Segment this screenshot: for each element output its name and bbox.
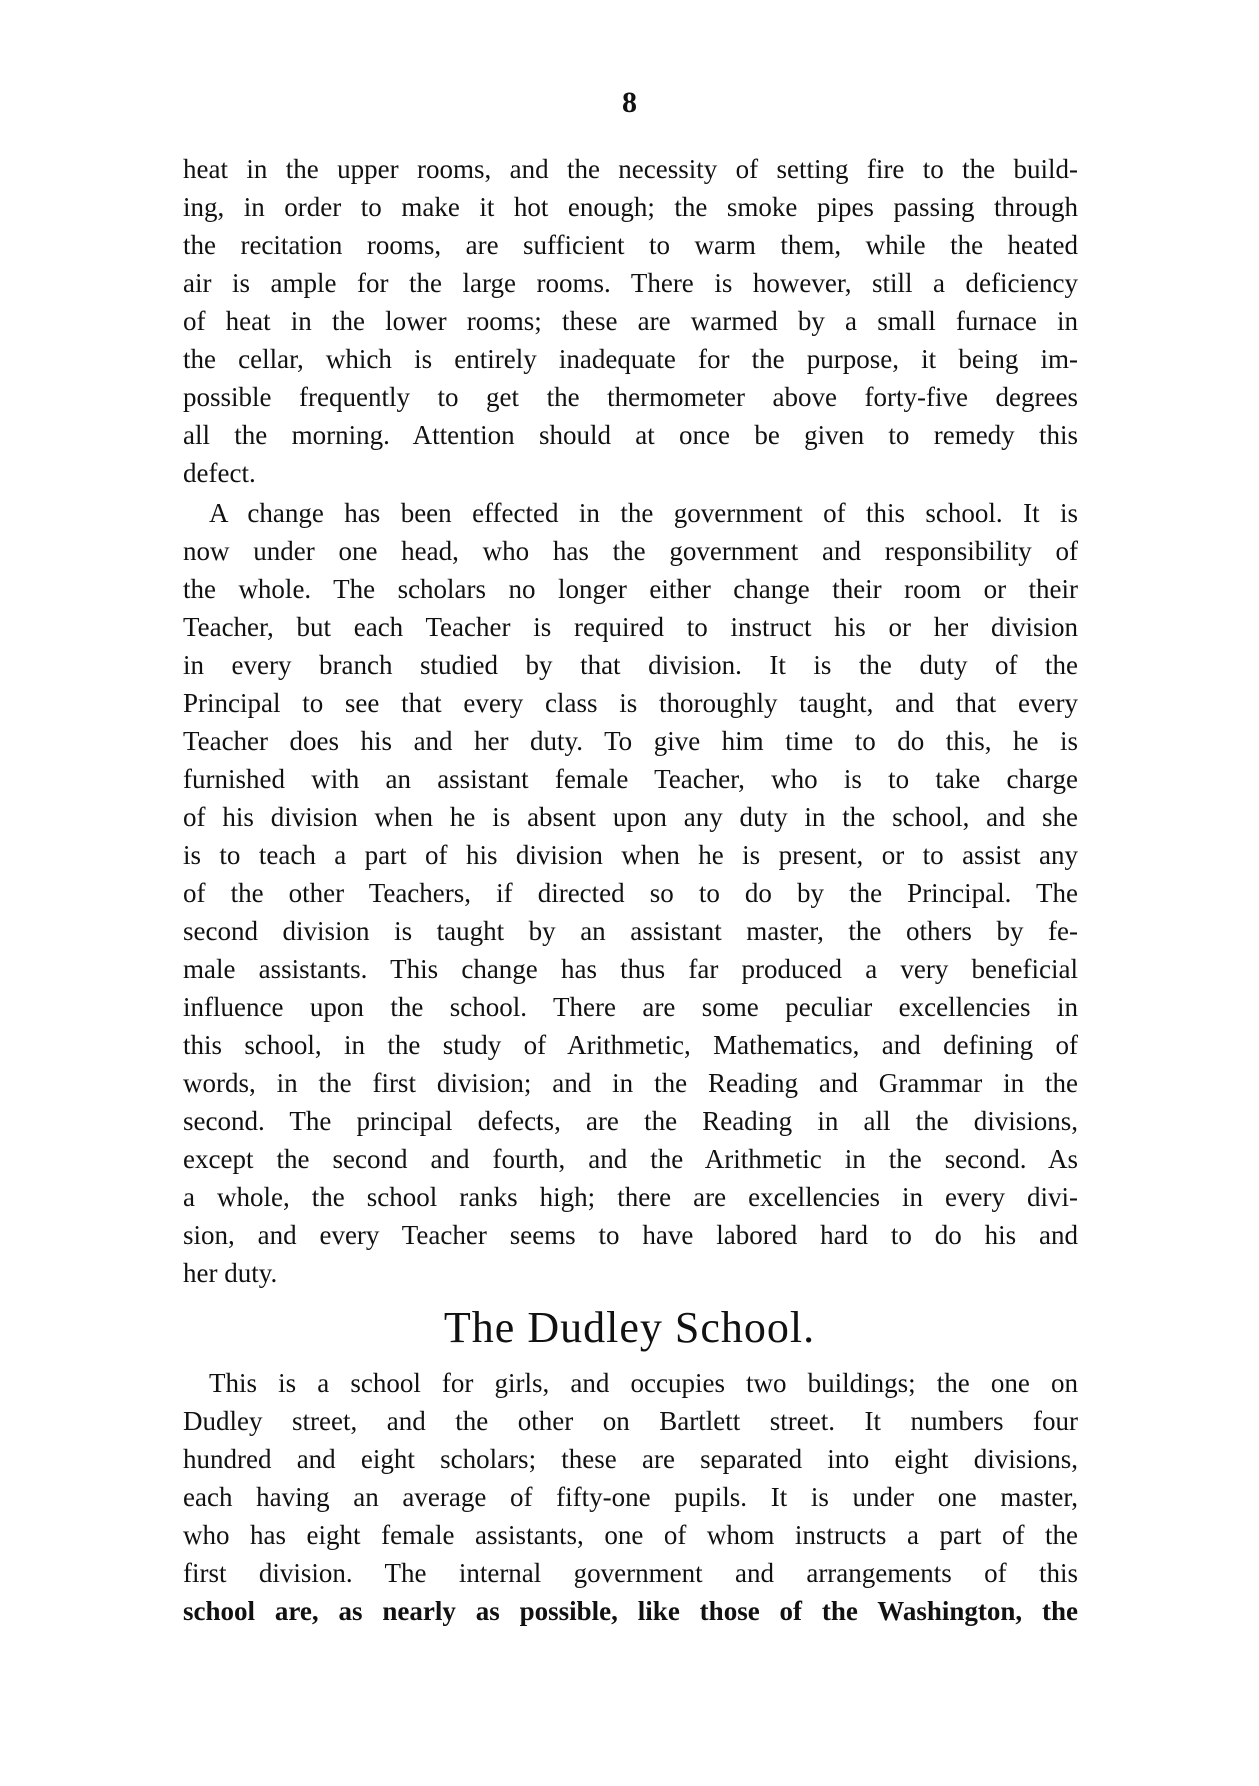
text-line: all the morning. Attention should at once be given to remedy this bbox=[183, 420, 1078, 450]
text-line: Teacher does his and her duty. To give him time to do this, he is bbox=[183, 726, 1078, 756]
text-line: first division. The internal government and arrangements of this bbox=[183, 1558, 1078, 1588]
text-line: words, in the first division; and in the Reading and Grammar in the bbox=[183, 1068, 1078, 1098]
text-line: now under one head, who has the government and responsibility of bbox=[183, 536, 1078, 566]
text-line: except the second and fourth, and the Arithmetic in the second. As bbox=[183, 1144, 1078, 1174]
text-line: is to teach a part of his division when he is present, or to assist any bbox=[183, 840, 1078, 870]
text-line: in every branch studied by that division. It is the duty of the bbox=[183, 650, 1078, 680]
text-line: heat in the upper rooms, and the necessity of setting fire to the build- bbox=[183, 154, 1078, 184]
text-line: possible frequently to get the thermometer above forty-five degrees bbox=[183, 382, 1078, 412]
text-line: hundred and eight scholars; these are separated into eight divisions, bbox=[183, 1444, 1078, 1474]
text-line: furnished with an assistant female Teacher, who is to take charge bbox=[183, 764, 1078, 794]
paragraph-dudley-school bbox=[183, 1364, 1078, 1630]
text-line: of his division when he is absent upon any duty in the school, and she bbox=[183, 802, 1078, 832]
text-line: sion, and every Teacher seems to have labored hard to do his and bbox=[183, 1220, 1078, 1250]
text-line: Principal to see that every class is thoroughly taught, and that every bbox=[183, 688, 1078, 718]
section-heading: The Dudley School. bbox=[443, 1303, 816, 1352]
text-line: school are, as nearly as possible, like those of the Washington, the bbox=[183, 1596, 1078, 1626]
text-line: male assistants. This change has thus far produced a very beneficial bbox=[183, 954, 1078, 984]
text-line: ing, in order to make it hot enough; the smoke pipes passing through bbox=[183, 192, 1078, 222]
text-line: second division is taught by an assistant master, the others by fe- bbox=[183, 916, 1078, 946]
page-number: 8 bbox=[622, 86, 637, 119]
text-line: her duty. bbox=[183, 1258, 278, 1288]
text-line: the recitation rooms, are sufficient to warm them, while the heated bbox=[183, 230, 1078, 260]
text-line: the whole. The scholars no longer either change their room or their bbox=[183, 574, 1078, 604]
text-line: this school, in the study of Arithmetic, Mathematics, and defining of bbox=[183, 1030, 1078, 1060]
text-line: a whole, the school ranks high; there are excellencies in every divi- bbox=[183, 1182, 1078, 1212]
text-line: air is ample for the large rooms. There is however, still a deficiency bbox=[183, 268, 1078, 298]
text-line: of the other Teachers, if directed so to do by the Principal. The bbox=[183, 878, 1078, 908]
text-line: second. The principal defects, are the Reading in all the divisions, bbox=[183, 1106, 1078, 1136]
paragraph-heating bbox=[183, 150, 1078, 492]
text-line: A change has been effected in the government of this school. It is bbox=[209, 498, 1078, 528]
text-line: who has eight female assistants, one of whom instructs a part of the bbox=[183, 1520, 1078, 1550]
text-line: of heat in the lower rooms; these are warmed by a small furnace in bbox=[183, 306, 1078, 336]
text-line: defect. bbox=[183, 458, 256, 488]
paragraph-government bbox=[183, 494, 1078, 1292]
text-line: Dudley street, and the other on Bartlett street. It numbers four bbox=[183, 1406, 1078, 1436]
text-line: This is a school for girls, and occupies two buildings; the one on bbox=[209, 1368, 1078, 1398]
text-line: influence upon the school. There are some peculiar excellencies in bbox=[183, 992, 1078, 1022]
text-line: the cellar, which is entirely inadequate for the purpose, it being im- bbox=[183, 344, 1078, 374]
text-line: Teacher, but each Teacher is required to instruct his or her division bbox=[183, 612, 1078, 642]
text-line: each having an average of fifty-one pupils. It is under one master, bbox=[183, 1482, 1078, 1512]
